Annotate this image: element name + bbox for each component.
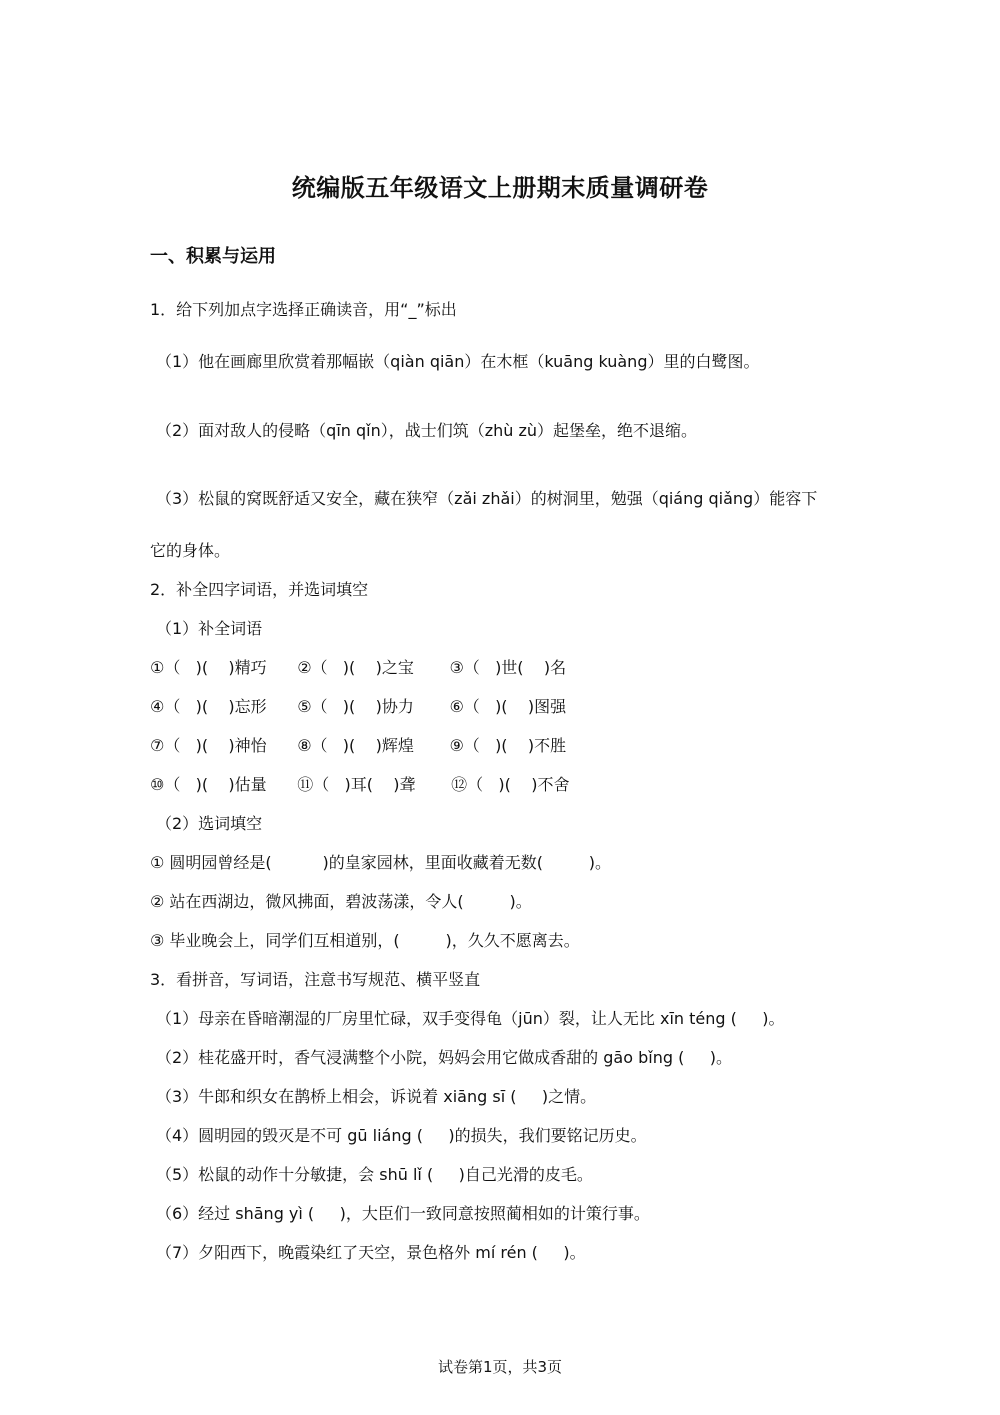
question-3-item: （5）松鼠的动作十分敏捷，会 shū lǐ ( )自己光滑的皮毛。 — [156, 1165, 593, 1184]
fill-in-sentence: ① 圆明园曾经是( )的皇家园林，里面收藏着无数( )。 — [150, 853, 612, 872]
question-2-part-1: （1）补全词语 — [156, 619, 263, 638]
question-3-item: （6）经过 shāng yì ( )，大臣们一致同意按照蔺相如的计策行事。 — [156, 1204, 650, 1223]
question-2-stem: 2．补全四字词语，并选词填空 — [150, 580, 369, 599]
question-3-item: （2）桂花盛开时，香气浸满整个小院，妈妈会用它做成香甜的 gāo bǐng ( )。 — [156, 1048, 733, 1067]
question-3-stem: 3．看拼音，写词语，注意书写规范、横平竖直 — [150, 970, 481, 989]
question-1-item-continuation: 它的身体。 — [150, 541, 231, 560]
question-1-item: （2）面对敌人的侵略（qīn qǐn），战士们筑（zhù zù）起堡垒，绝不退缩。 — [156, 421, 698, 440]
question-2-part-2: （2）选词填空 — [156, 814, 263, 833]
question-3-item: （1）母亲在昏暗潮湿的厂房里忙碌，双手变得龟（jūn）裂，让人无比 xīn téng ( )。 — [156, 1009, 785, 1028]
idiom-row: ⑩（ )( )估量 ⑪（ )耳( )聋 ⑫（ )( )不舍 — [150, 775, 570, 794]
idiom-row: ⑦（ )( )神怡 ⑧（ )( )辉煌 ⑨（ )( )不胜 — [150, 736, 567, 755]
question-1-item: （1）他在画廊里欣赏着那幅嵌（qiàn qiān）在木框（kuāng kuàng）里的白鹭图。 — [156, 352, 760, 371]
page-title: 统编版五年级语文上册期末质量调研卷 — [291, 174, 709, 202]
question-1-stem: 1．给下列加点字选择正确读音，用“_”标出 — [150, 300, 457, 319]
idiom-row: ①（ )( )精巧 ②（ )( )之宝 ③（ )世( )名 — [150, 658, 567, 677]
question-3-item: （4）圆明园的毁灭是不可 gū liáng ( )的损失，我们要铭记历史。 — [156, 1126, 647, 1145]
idiom-row: ④（ )( )忘形 ⑤（ )( )协力 ⑥（ )( )图强 — [150, 697, 567, 716]
fill-in-sentence: ② 站在西湖边，微风拂面，碧波荡漾，令人( )。 — [150, 892, 532, 911]
question-3-item: （3）牛郎和织女在鹊桥上相会，诉说着 xiāng sī ( )之情。 — [156, 1087, 597, 1106]
question-3-item: （7）夕阳西下，晚霞染红了天空，景色格外 mí rén ( )。 — [156, 1243, 586, 1262]
fill-in-sentence: ③ 毕业晚会上，同学们互相道别，( )，久久不愿离去。 — [150, 931, 580, 950]
question-1-item: （3）松鼠的窝既舒适又安全，藏在狭窄（zǎi zhǎi）的树洞里，勉强（qiáng qiǎng）能容下 — [156, 489, 818, 508]
page-footer: 试卷第1页，共3页 — [437, 1358, 563, 1376]
section-heading: 一、积累与运用 — [150, 246, 276, 267]
